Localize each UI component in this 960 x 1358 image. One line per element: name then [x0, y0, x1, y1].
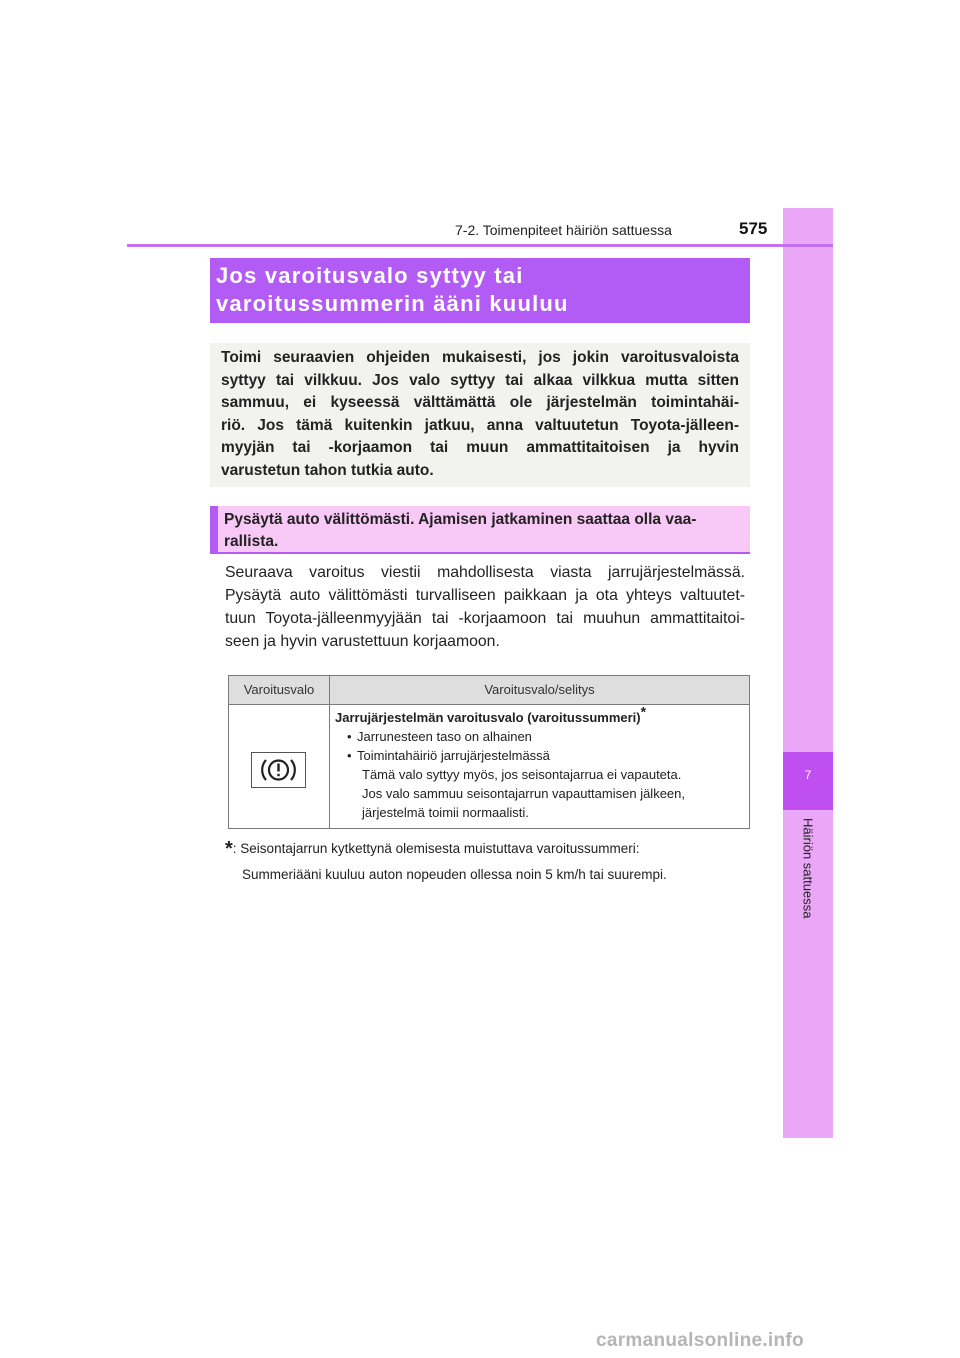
footnote-line-2: Summeriääni kuuluu auton nopeuden ollessa noin 5 km/h tai suurempi.: [242, 867, 667, 882]
info-line: varustetun tahon tutkia auto.: [221, 461, 434, 479]
footnote-text: : Seisontajarrun kytkettynä olemisesta muistuttava varoitussummeri:: [232, 841, 640, 856]
bullet-symbol: •: [347, 748, 352, 763]
body-line: Seuraava varoitus viestii mahdollisesta viasta jarrujärjestelmässä.: [225, 564, 745, 581]
chapter-number: 7: [804, 768, 812, 782]
warning-box: [210, 506, 750, 554]
list-item-text: Jarrunesteen taso on alhainen: [357, 729, 532, 744]
watermark: carmanualsonline.info: [596, 1330, 804, 1351]
list-item-text: Toimintahäiriö jarrujärjestelmässä: [357, 748, 550, 763]
warning-line-2: rallista.: [224, 533, 279, 550]
info-line: sammuu, ei kyseessä välttämättä ole järjestelmän toimintahäi-: [221, 394, 739, 412]
footnote-line-1: [225, 838, 745, 860]
footnote-marker: *: [640, 703, 647, 720]
footnote: [225, 838, 745, 886]
page-number: 575: [739, 219, 768, 238]
section-header: 7-2. Toimenpiteet häiriön sattuessa: [455, 222, 672, 238]
body-line: tuun Toyota-jälleenmyyjään tai -korjaamoon tai muuhun ammattitaitoi-: [225, 610, 745, 627]
warning-light-table: [228, 675, 750, 829]
section-title-box: [210, 258, 750, 323]
brake-warning-icon-graphic: [252, 753, 305, 787]
section-title-line-2: varoitussummerin ääni kuuluu: [216, 291, 569, 316]
section-title-line-1: Jos varoitusvalo syttyy tai: [216, 263, 524, 288]
info-line: Toimi seuraavien ohjeiden mukaisesti, jos jokin varoitusvaloista: [221, 349, 739, 366]
body-paragraph: [225, 561, 745, 653]
footnote-mark: *: [225, 838, 233, 860]
detail-line: Tämä valo syttyy myös, jos seisontajarrua ei vapauteta.: [362, 767, 682, 782]
warning-description-cell: [335, 703, 745, 822]
bullet-symbol: •: [347, 729, 352, 744]
info-line: riö. Jos tämä kuitenkin jatkuu, anna valtuutetun Toyota-jälleen-: [221, 416, 739, 434]
chapter-label: Häiriön sattuessa: [800, 818, 816, 919]
detail-line: Jos valo sammuu seisontajarrun vapauttamisen jälkeen,: [362, 786, 686, 801]
warning-line-1: Pysäytä auto välittömästi. Ajamisen jatkaminen saattaa olla vaa-: [224, 511, 697, 528]
table-header-light: Varoitusvalo: [243, 682, 315, 697]
list-item: [335, 727, 745, 746]
chapter-side-tab: [783, 208, 833, 1138]
info-line: myyjän tai -korjaamon tai muun ammattitaitoisen ja hyvin: [221, 439, 739, 457]
body-line: Pysäytä auto välittömästi turvalliseen paikkaan ja ota yhteys valtuutet-: [225, 587, 745, 604]
body-line: seen ja hyvin varustettuun korjaamoon.: [225, 633, 500, 650]
warning-light-title: [335, 703, 745, 727]
list-item: [335, 746, 745, 765]
header-divider: [127, 244, 833, 247]
warning-light-title-text: Jarrujärjestelmän varoitusvalo (varoitussummeri): [335, 710, 641, 725]
brake-warning-icon: [251, 752, 306, 788]
table-header-description: Varoitusvalo/selitys: [484, 682, 595, 697]
detail-line: järjestelmä toimii normaalisti.: [362, 805, 529, 820]
table-column-divider: [329, 676, 330, 828]
info-box: [210, 343, 750, 487]
info-line: syttyy tai vilkkuu. Jos valo syttyy tai alkaa vilkkua mutta sitten: [221, 371, 739, 389]
table-header-row: [229, 676, 749, 705]
